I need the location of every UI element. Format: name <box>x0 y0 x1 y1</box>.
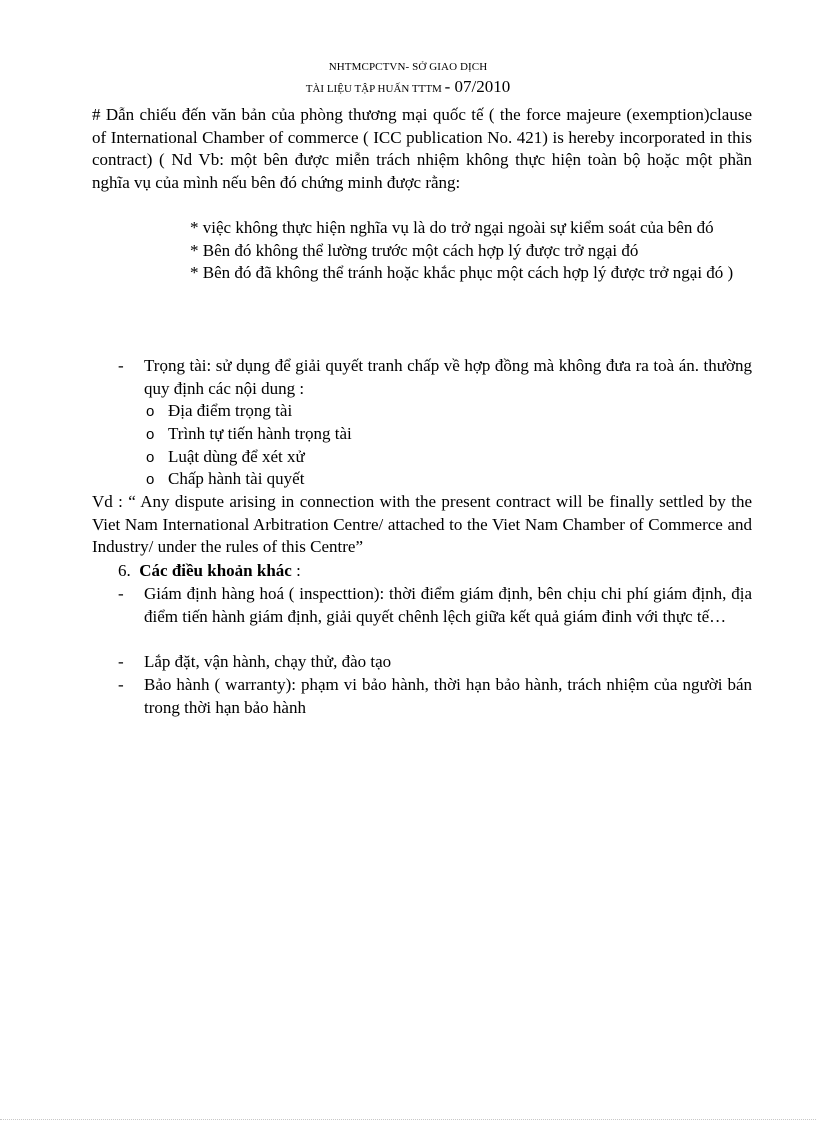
warranty-text: Bảo hành ( warranty): phạm vi bảo hành, thời hạn bảo hành, trách nhiệm của người bán trong thời hạn bảo hành <box>144 675 752 717</box>
document-header-title <box>0 77 816 97</box>
header-title-text: TÀI LIỆU TẬP HUẤN TTTM <box>305 83 442 95</box>
installation-item <box>118 651 752 674</box>
document-header-organization <box>0 61 816 73</box>
header-date: - 07/2010 <box>444 77 511 96</box>
dash-bullet: - <box>118 356 124 375</box>
arbitration-subitem <box>146 468 304 492</box>
arbitration-text: Trọng tài: sử dụng để giải quyết tranh chấp về hợp đồng mà không đưa ra toà án. thường quy định các nội dung : <box>144 356 752 398</box>
section-title-suffix: : <box>291 561 301 580</box>
force-majeure-conditions <box>190 217 752 285</box>
subitem-text: Trình tự tiến hành trọng tài <box>168 424 352 443</box>
condition-item: * Bên đó không thể lường trước một cách hợp lý được trở ngại đó <box>190 240 639 260</box>
dash-bullet: - <box>118 584 124 603</box>
section-number: 6. <box>118 561 131 580</box>
arbitration-subitem <box>146 400 292 424</box>
warranty-item <box>118 674 752 719</box>
subitem-text: Luật dùng để xét xử <box>168 447 305 466</box>
section-6-heading <box>118 560 301 583</box>
page-bottom-rule <box>0 1119 816 1120</box>
arbitration-item <box>118 355 752 400</box>
installation-text: Lắp đặt, vận hành, chạy thử, đào tạo <box>144 652 392 671</box>
subitem-text: Địa điểm trọng tài <box>168 401 293 420</box>
dash-bullet: - <box>118 652 124 671</box>
condition-item: * việc không thực hiện nghĩa vụ là do trở ngại ngoài sự kiểm soát của bên đó <box>190 218 714 237</box>
arbitration-example: Vd : “ Any dispute arising in connection with the present contract will be finally settled by the Viet Nam International Arbitration Centre/ attached to the Viet Nam Chamber of Commerce and Industry/ under the rules of this Centre” <box>92 492 752 557</box>
inspection-item <box>118 583 752 628</box>
arbitration-subitem <box>146 423 352 447</box>
subitem-text: Chấp hành tài quyết <box>168 469 305 488</box>
circle-bullet-icon: o <box>146 426 155 443</box>
dash-bullet: - <box>118 675 124 694</box>
inspection-text: Giám định hàng hoá ( inspecttion): thời điểm giám định, bên chịu chi phí giám định, địa điểm tiến hành giám định, giải quyết chênh lệch giữa kết quả giám đinh với thực tế… <box>144 584 752 626</box>
section-title: Các điều khoản khác <box>139 561 292 580</box>
circle-bullet-icon: o <box>146 403 155 420</box>
force-majeure-paragraph: # Dẫn chiếu đến văn bản của phòng thương mại quốc tế ( the force majeure (exemption)clause of International Chamber of commerce ( ICC publication No. 421) is hereby incorporated in this contract) ( Nd Vb: một bên được miễn trách nhiệm không thực hiện toàn bộ hoặc một phần nghĩa vụ của mình nếu bên đó chứng minh được rằng: <box>92 105 752 192</box>
arbitration-subitem <box>146 446 305 470</box>
condition-item: * Bên đó đã không thể tránh hoặc khắc phục một cách hợp lý được trở ngại đó ) <box>190 263 734 283</box>
circle-bullet-icon: o <box>146 471 155 488</box>
header-organization-text: NHTMCPCTVN- SỞ GIAO DỊCH <box>328 61 488 73</box>
circle-bullet-icon: o <box>146 449 155 466</box>
